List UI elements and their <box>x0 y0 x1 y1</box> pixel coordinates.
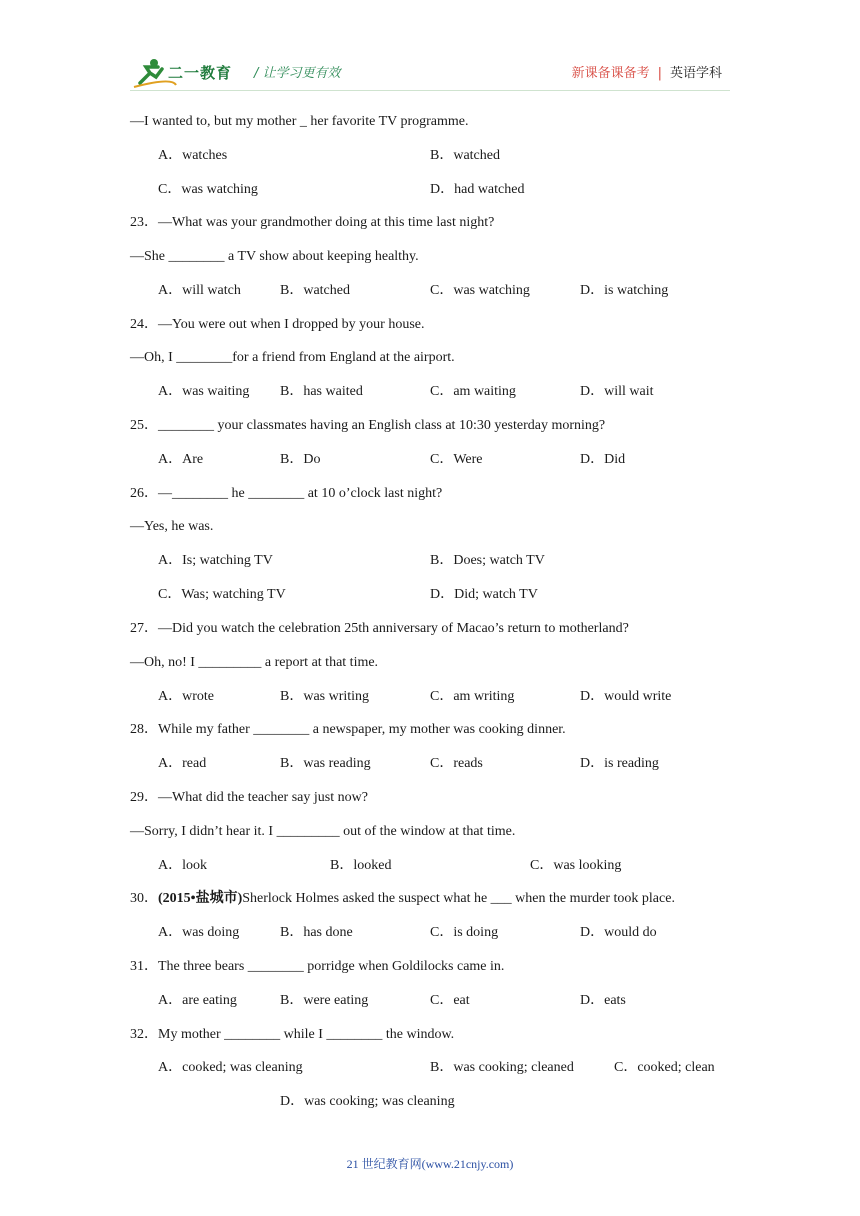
option-c: C．cooked; clean <box>614 1060 715 1075</box>
option-b: B．was writing <box>280 689 370 704</box>
question-text: Sherlock Holmes asked the suspect what he ___ when the murder took place. <box>242 891 675 906</box>
logo-text: 二一教育 <box>168 64 233 82</box>
question-line: —Oh, I ________for a friend from England at the airport. <box>130 350 455 365</box>
option-b: B．were eating <box>280 993 369 1008</box>
option-d: D．Did <box>580 452 626 467</box>
option-b: B．has waited <box>280 384 363 399</box>
option-c: C．am waiting <box>430 384 516 399</box>
question-line <box>130 890 675 908</box>
option-c: C．was looking <box>530 858 622 873</box>
page-header <box>0 0 860 100</box>
option-c: C．am writing <box>430 689 515 704</box>
option-a: A．was doing <box>158 925 240 940</box>
option-d: D．is watching <box>580 283 669 298</box>
option-c: C．was watching <box>158 182 258 197</box>
option-a: A．Is; watching TV <box>158 553 273 568</box>
question-source: (2015•盐城市) <box>158 891 243 906</box>
question-line: 29．—What did the teacher say just now? <box>130 790 368 805</box>
option-d: D．eats <box>580 993 626 1008</box>
option-d: D．would do <box>580 925 657 940</box>
option-b: B．looked <box>330 858 392 873</box>
question-line: 25．________ your classmates having an English class at 10:30 yesterday morning? <box>130 418 606 433</box>
option-a: A．wrote <box>158 689 214 704</box>
option-a: A．cooked; was cleaning <box>158 1060 303 1075</box>
option-d: D．was cooking; was cleaning <box>280 1094 455 1109</box>
option-b: B．watched <box>430 148 500 163</box>
question-line: 27．—Did you watch the celebration 25th anniversary of Macao’s return to motherland? <box>130 621 629 636</box>
option-a: A．are eating <box>158 993 237 1008</box>
question-line: —She ________ a TV show about keeping healthy. <box>130 249 419 264</box>
question-line: —I wanted to, but my mother _ her favorite TV programme. <box>130 114 469 129</box>
option-a: A．was waiting <box>158 384 250 399</box>
option-d: D．will wait <box>580 384 654 399</box>
option-b: B．watched <box>280 283 350 298</box>
question-line: —Sorry, I didn’t hear it. I _________ out of the window at that time. <box>130 824 516 839</box>
question-line: 32．My mother ________ while I ________ the window. <box>130 1027 455 1042</box>
option-d: D．is reading <box>580 756 659 771</box>
question-number: 30． <box>130 891 158 906</box>
header-subject: 英语学科 <box>669 66 722 81</box>
option-c: C．Were <box>430 452 483 467</box>
question-line: 31．The three bears ________ porridge when Goldilocks came in. <box>130 959 505 974</box>
option-b: B．Do <box>280 452 321 467</box>
option-c: C．was watching <box>430 283 530 298</box>
option-d: D．Did; watch TV <box>430 587 538 602</box>
question-line: 24．—You were out when I dropped by your house. <box>130 317 425 332</box>
option-b: B．was cooking; cleaned <box>430 1060 574 1075</box>
question-line: —Oh, no! I _________ a report at that time. <box>130 655 379 670</box>
question-line: 23．—What was your grandmother doing at this time last night? <box>130 215 495 230</box>
option-b: B．Does; watch TV <box>430 553 545 568</box>
header-slogan: / 让学习更有效 <box>254 66 341 81</box>
option-c: C．reads <box>430 756 483 771</box>
option-a: A．watches <box>158 148 228 163</box>
option-a: A．look <box>158 858 207 873</box>
option-d: D．would write <box>580 689 672 704</box>
question-line: 26．—________ he ________ at 10 o’clock last night? <box>130 486 443 501</box>
option-c: C．eat <box>430 993 470 1008</box>
header-course-label: 新课备课备考 <box>571 66 650 81</box>
question-line: —Yes, he was. <box>130 519 214 534</box>
header-divider <box>130 90 730 91</box>
option-a: A．will watch <box>158 283 241 298</box>
option-b: B．was reading <box>280 756 371 771</box>
question-line: 28．While my father ________ a newspaper, my mother was cooking dinner. <box>130 722 566 737</box>
option-c: C．Was; watching TV <box>158 587 286 602</box>
option-d: D．had watched <box>430 182 525 197</box>
page-footer: 21 世纪教育网(www.21cnjy.com) <box>346 1157 514 1171</box>
option-c: C．is doing <box>430 925 499 940</box>
option-b: B．has done <box>280 925 353 940</box>
header-separator: | <box>657 66 662 81</box>
option-a: A．read <box>158 756 207 771</box>
header-right <box>572 62 722 81</box>
option-a: A．Are <box>158 452 204 467</box>
